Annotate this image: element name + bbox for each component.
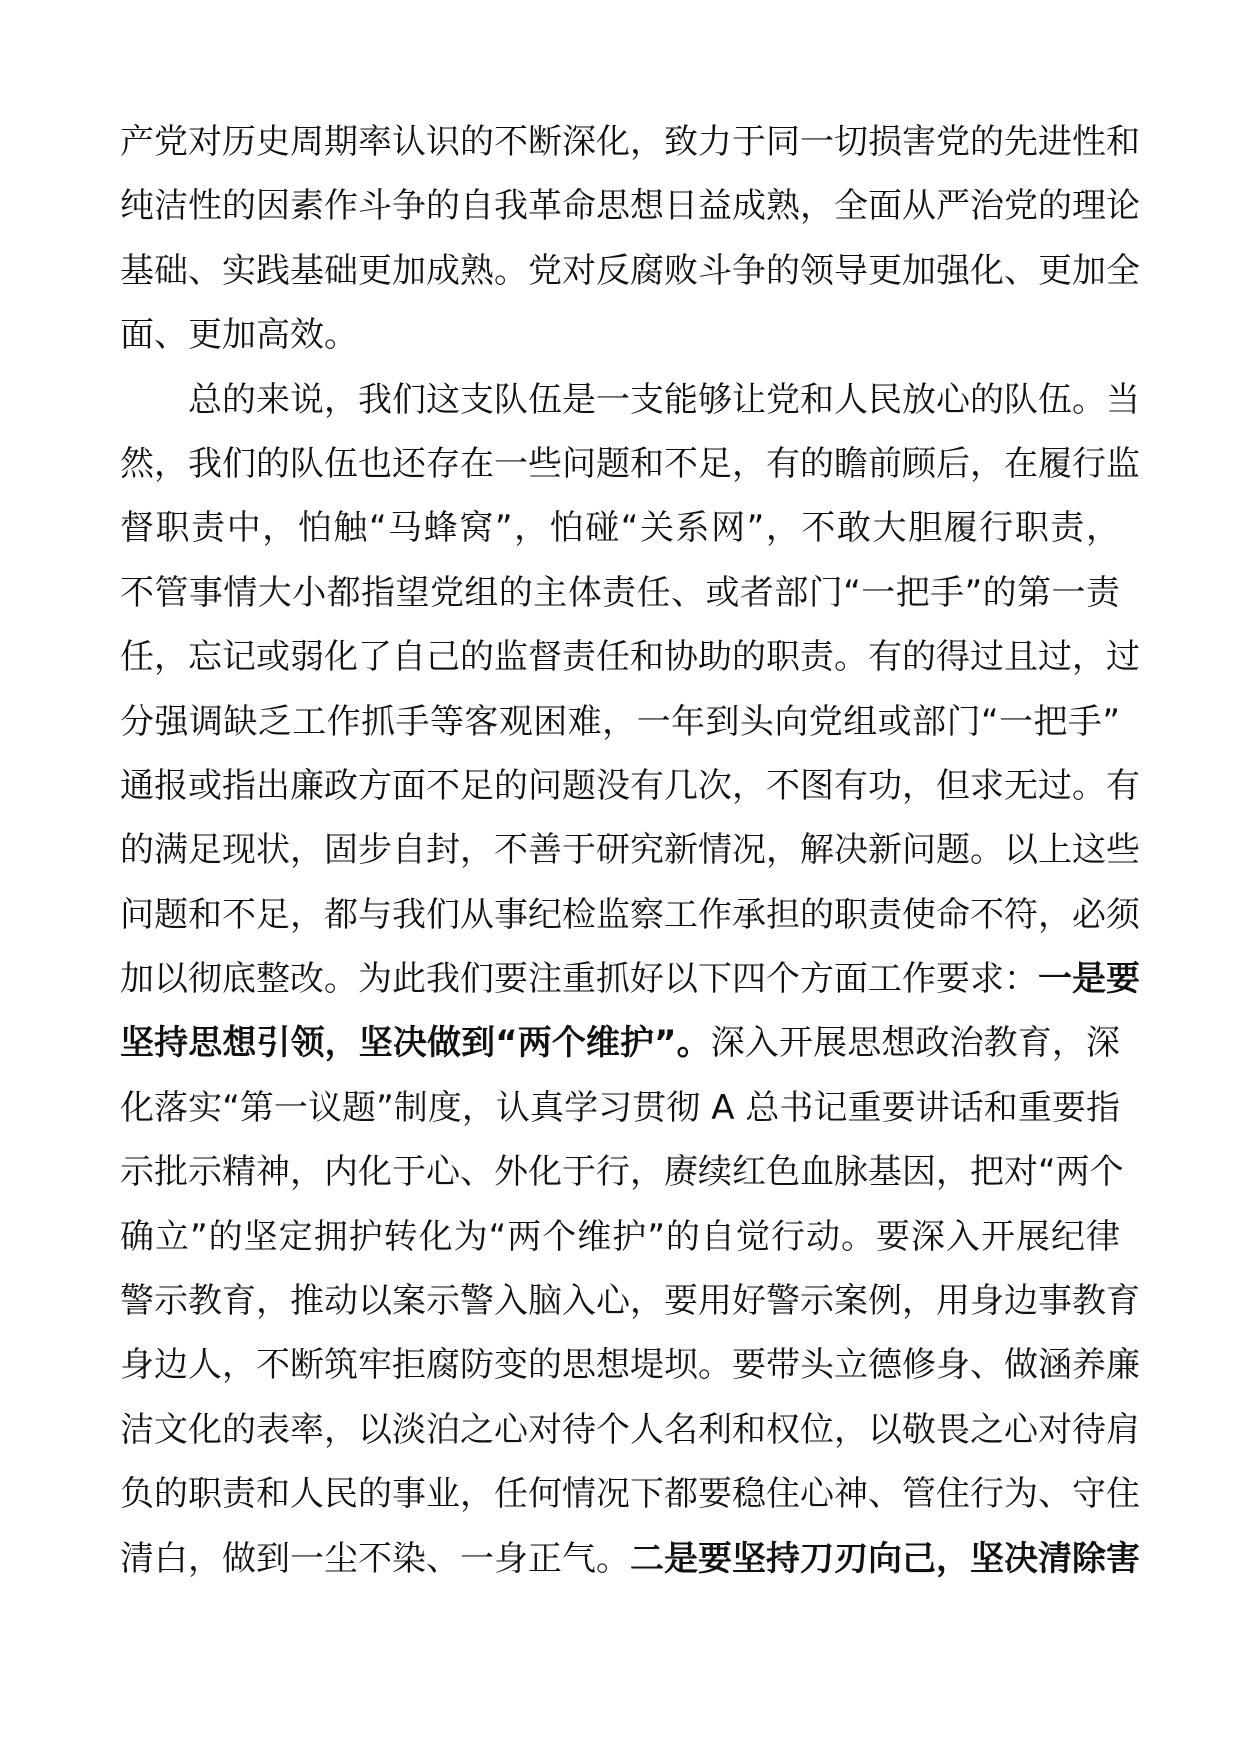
text-line xyxy=(120,690,1120,754)
text-run: 示批示精神，内化于心、外化于行，赓续红色血脉基因，把对“两个 xyxy=(120,1152,1124,1193)
text-run: 确立”的坚定拥护转化为“两个维护”的自觉行动。要深入开展纪律 xyxy=(120,1216,1120,1257)
text-run: 分强调缺乏工作抓手等客观困难，一年到头向党组或部门“一把手” xyxy=(120,701,1120,742)
text-run: 督职责中，怕触“马蜂窝”，怕碰“关系网”，不敢大胆履行职责， xyxy=(120,508,1120,549)
body-text xyxy=(120,110,1140,1591)
text-line xyxy=(120,496,1120,560)
text-line xyxy=(120,432,1140,496)
text-line xyxy=(120,1527,1140,1591)
text-run: 身边人，不断筑牢拒腐防变的思想堤坝。要带头立德修身、做涵养廉 xyxy=(120,1345,1140,1386)
text-run: 任，忘记或弱化了自己的监督责任和协助的职责。有的得过且过，过 xyxy=(120,637,1140,678)
bold-text-run: 二是要坚持刀刃向己，坚决清除害 xyxy=(630,1538,1140,1579)
text-line xyxy=(120,368,1140,432)
text-run: 洁文化的表率，以淡泊之心对待个人名利和权位，以敬畏之心对待肩 xyxy=(120,1409,1140,1450)
text-line xyxy=(120,1076,1120,1140)
text-line xyxy=(120,1140,1124,1204)
text-run: 然，我们的队伍也还存在一些问题和不足，有的瞻前顾后，在履行监 xyxy=(120,443,1140,484)
text-line xyxy=(120,1398,1140,1462)
text-line xyxy=(120,110,1140,174)
text-line xyxy=(120,174,1140,238)
text-line xyxy=(120,818,1140,882)
text-run: 清白，做到一尘不染、一身正气。 xyxy=(120,1538,630,1579)
text-line xyxy=(120,883,1140,947)
text-run: 面、更加高效。 xyxy=(120,315,358,356)
text-run: 通报或指出廉政方面不足的问题没有几次，不图有功，但求无过。有 xyxy=(120,765,1140,806)
text-line xyxy=(120,1011,1120,1075)
text-run: 纯洁性的因素作斗争的自我革命思想日益成熟，全面从严治党的理论 xyxy=(120,186,1140,227)
text-line xyxy=(120,1205,1120,1269)
text-run: 基础、实践基础更加成熟。党对反腐败斗争的领导更加强化、更加全 xyxy=(120,250,1140,291)
text-run: 负的职责和人民的事业，任何情况下都要稳住心神、管住行为、守住 xyxy=(120,1474,1140,1515)
text-run: 警示教育，推动以案示警入脑入心，要用好警示案例，用身边事教育 xyxy=(120,1281,1140,1322)
text-run: 不管事情大小都指望党组的主体责任、或者部门“一把手”的第一责 xyxy=(120,572,1120,613)
text-run: 的满足现状，固步自封，不善于研究新情况，解决新问题。以上这些 xyxy=(120,830,1140,871)
text-run: 加以彻底整改。为此我们要注重抓好以下四个方面工作要求： xyxy=(120,959,1038,1000)
bold-text-run: 一是要 xyxy=(1038,959,1140,1000)
text-line xyxy=(120,1269,1140,1333)
text-line xyxy=(120,754,1140,818)
text-line xyxy=(120,561,1120,625)
text-line xyxy=(120,1462,1140,1526)
text-run: 化落实“第一议题”制度，认真学习贯彻 A 总书记重要讲话和重要指 xyxy=(120,1087,1120,1128)
bold-text-run: 坚持思想引领，坚决做到“两个维护”。 xyxy=(120,1023,711,1064)
text-run: 总的来说，我们这支队伍是一支能够让党和人民放心的队伍。当 xyxy=(188,379,1140,420)
text-line xyxy=(120,1333,1140,1397)
text-line xyxy=(120,625,1140,689)
text-line xyxy=(120,239,1140,303)
text-run: 问题和不足，都与我们从事纪检监察工作承担的职责使命不符，必须 xyxy=(120,894,1140,935)
text-line xyxy=(120,947,1140,1011)
text-run: 深入开展思想政治教育，深 xyxy=(710,1023,1120,1064)
text-run: 产党对历史周期率认识的不断深化，致力于同一切损害党的先进性和 xyxy=(120,122,1140,162)
text-line xyxy=(120,303,1120,367)
